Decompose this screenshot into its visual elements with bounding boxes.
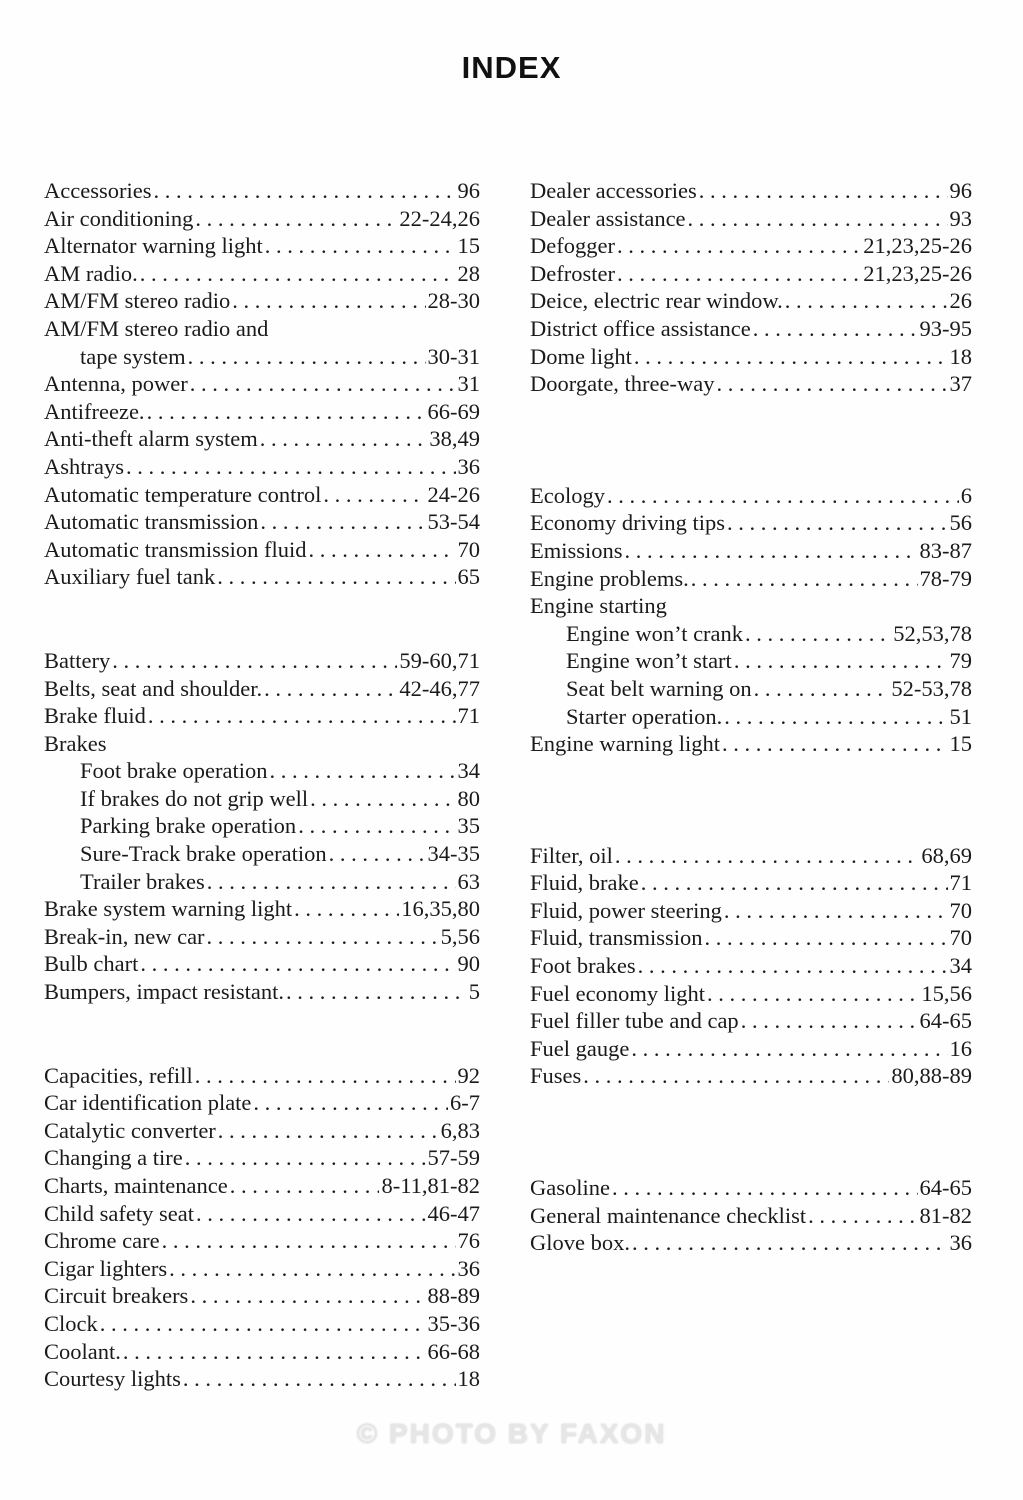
index-entry: [44, 895, 480, 923]
index-section: [44, 177, 480, 591]
entry-label: Clock: [44, 1310, 98, 1336]
entry-page-ref: 76: [457, 1228, 480, 1254]
index-column-left: [44, 177, 480, 1393]
dot-leader: [707, 980, 919, 1008]
entry-label: Starter operation.: [566, 703, 723, 729]
entry-label: Brake fluid: [44, 703, 146, 729]
index-entry: [530, 869, 972, 897]
entry-label: Dealer assistance: [530, 205, 686, 231]
dot-leader: [583, 1062, 889, 1090]
dot-leader: [207, 923, 439, 951]
entry-label: Courtesy lights: [44, 1366, 181, 1392]
dot-leader: [641, 869, 948, 897]
entry-label: Gasoline: [530, 1175, 610, 1201]
dot-leader: [745, 620, 891, 648]
entry-label: Emissions: [530, 537, 623, 563]
entry-page-ref: 96: [949, 178, 972, 203]
dot-leader: [195, 205, 397, 233]
entry-label: Automatic transmission: [44, 509, 259, 535]
index-entry: [44, 425, 480, 453]
index-entry: [44, 812, 480, 840]
index-entry: [44, 868, 480, 896]
entry-page-ref: 57-59: [427, 1145, 480, 1171]
entry-label: Brakes: [44, 730, 107, 756]
index-entry: [44, 785, 480, 813]
entry-page-ref: 36: [457, 453, 480, 479]
entry-label: Alternator warning light: [44, 233, 263, 259]
index-entry: [44, 1089, 480, 1117]
dot-leader: [188, 343, 426, 371]
entry-label: Automatic transmission fluid: [44, 536, 307, 562]
entry-page-ref: 70: [949, 897, 972, 923]
index-entry: [44, 757, 480, 785]
entry-page-ref: 80,88-89: [891, 1063, 972, 1089]
index-entry: [44, 177, 480, 205]
dot-leader: [724, 703, 947, 731]
index-section: [530, 842, 972, 1090]
index-entry: [44, 1282, 480, 1310]
dot-leader: [308, 536, 455, 564]
index-entry: [44, 675, 480, 703]
entry-page-ref: 93-95: [919, 315, 972, 341]
index-entry: [530, 343, 972, 371]
index-entry: [44, 1172, 480, 1200]
entry-label: Ecology: [530, 482, 605, 508]
index-entry: [530, 1062, 972, 1090]
entry-label: Circuit breakers: [44, 1283, 189, 1309]
dot-leader: [100, 1310, 426, 1338]
entry-page-ref: 52-53,78: [891, 675, 972, 701]
entry-label: Anti-theft alarm system: [44, 426, 258, 452]
index-entry: [44, 1144, 480, 1172]
index-entry: [530, 1035, 972, 1063]
entry-page-ref: 70: [457, 536, 480, 562]
entry-page-ref: 16: [949, 1035, 972, 1061]
entry-label: Parking brake operation: [80, 813, 297, 839]
index-entry: [44, 232, 480, 260]
index-entry: [530, 537, 972, 565]
index-entry: [44, 453, 480, 481]
entry-label: Glove box.: [530, 1230, 630, 1256]
entry-page-ref: 90: [457, 951, 480, 977]
entry-page-ref: 66-68: [427, 1338, 480, 1364]
entry-label: Economy driving tips: [530, 510, 725, 536]
entry-page-ref: 18: [457, 1366, 480, 1392]
index-section: [530, 177, 972, 398]
index-entry: [530, 1202, 972, 1230]
entry-label: Fluid, brake: [530, 870, 639, 896]
dot-leader: [612, 1174, 918, 1202]
entry-label: Bulb chart: [44, 951, 139, 977]
entry-page-ref: 42-46,77: [399, 675, 480, 701]
dot-leader: [162, 1227, 456, 1255]
entry-label: Fluid, power steering: [530, 897, 722, 923]
index-entry: [44, 1227, 480, 1255]
entry-label: Defroster: [530, 260, 615, 286]
index-entry: [44, 343, 480, 371]
index-entry: [44, 923, 480, 951]
entry-page-ref: 16,35,80: [401, 896, 480, 922]
index-entry: [44, 205, 480, 233]
dot-leader: [207, 868, 456, 896]
entry-label: Dome light: [530, 343, 632, 369]
dot-leader: [190, 1282, 425, 1310]
entry-label: Engine warning light: [530, 731, 720, 757]
index-entry: [530, 509, 972, 537]
index-entry: [44, 398, 480, 426]
dot-leader: [232, 287, 425, 315]
entry-page-ref: 68,69: [921, 842, 972, 868]
entry-label: Child safety seat: [44, 1200, 194, 1226]
entry-label: Ashtrays: [44, 453, 124, 479]
entry-label: Engine starting: [530, 593, 667, 619]
entry-label: General maintenance checklist: [530, 1202, 807, 1228]
dot-leader: [253, 1089, 448, 1117]
entry-page-ref: 66-69: [427, 398, 480, 424]
section-gap: [530, 1090, 972, 1174]
index-entry: [44, 508, 480, 536]
entry-label: Deice, electric rear window.: [530, 288, 783, 314]
dot-leader: [126, 453, 456, 481]
dot-leader: [625, 537, 918, 565]
dot-leader: [269, 757, 455, 785]
dot-leader: [195, 1062, 456, 1090]
index-entry: [530, 703, 972, 731]
dot-leader: [183, 1365, 456, 1393]
index-entry: [530, 1174, 972, 1202]
entry-label: Antenna, power: [44, 371, 188, 397]
entry-label: Car identification plate: [44, 1090, 252, 1116]
entry-page-ref: 5,56: [440, 923, 480, 949]
entry-page-ref: 15,56: [921, 980, 972, 1006]
dot-leader: [196, 1200, 426, 1228]
entry-label: Filter, oil: [530, 842, 613, 868]
entry-page-ref: 65: [457, 564, 480, 590]
entry-page-ref: 53-54: [427, 509, 480, 535]
dot-leader: [617, 260, 861, 288]
dot-leader: [722, 730, 948, 758]
index-entry: [44, 1338, 480, 1366]
dot-leader: [286, 978, 467, 1006]
entry-label: Sure-Track brake operation: [80, 841, 327, 867]
entry-page-ref: 28: [457, 260, 480, 286]
index-entry: [44, 840, 480, 868]
page-title: INDEX: [461, 50, 562, 85]
dot-leader: [638, 952, 948, 980]
dot-leader: [112, 647, 397, 675]
index-section: [530, 1174, 972, 1257]
dot-leader: [724, 897, 948, 925]
entry-page-ref: 64-65: [919, 1175, 972, 1201]
index-entry: [44, 370, 480, 398]
entry-label: Accessories: [44, 178, 152, 203]
entry-page-ref: 34-35: [427, 841, 480, 867]
section-gap: [530, 398, 972, 482]
entry-page-ref: 36: [457, 1255, 480, 1281]
index-entry: [530, 1007, 972, 1035]
entry-label: If brakes do not grip well: [80, 785, 309, 811]
dot-leader: [634, 343, 948, 371]
entry-page-ref: 37: [949, 371, 972, 397]
index-entry: [44, 1117, 480, 1145]
entry-label: Fluid, transmission: [530, 925, 703, 951]
entry-page-ref: 6: [960, 482, 972, 508]
entry-page-ref: 34: [949, 953, 972, 979]
entry-label: Seat belt warning on: [566, 675, 752, 701]
entry-page-ref: 71: [457, 703, 480, 729]
entry-page-ref: 46-47: [427, 1200, 480, 1226]
dot-leader: [632, 1229, 948, 1257]
dot-leader: [754, 675, 890, 703]
entry-label: Engine won’t start: [566, 648, 732, 674]
dot-leader: [140, 260, 456, 288]
section-gap: [44, 591, 480, 647]
dot-leader: [615, 842, 920, 870]
entry-label: Doorgate, three-way: [530, 371, 715, 397]
dot-leader: [727, 509, 948, 537]
entry-label: District office assistance: [530, 315, 751, 341]
index-entry: [530, 647, 972, 675]
dot-leader: [123, 1338, 426, 1366]
entry-label: Belts, seat and shoulder.: [44, 675, 263, 701]
dot-leader: [631, 1035, 947, 1063]
index-entry: [44, 563, 480, 591]
index-entry: [44, 1200, 480, 1228]
entry-page-ref: 51: [949, 703, 972, 729]
dot-leader: [260, 425, 428, 453]
dot-leader: [218, 1117, 439, 1145]
entry-page-ref: 31: [457, 371, 480, 397]
entry-label: Break-in, new car: [44, 923, 205, 949]
index-entry: [530, 287, 972, 315]
entry-page-ref: 6-7: [450, 1090, 480, 1116]
dot-leader: [230, 1172, 380, 1200]
entry-page-ref: 30-31: [427, 343, 480, 369]
index-entry: [530, 842, 972, 870]
entry-page-ref: 38,49: [429, 426, 480, 452]
index-entry: [530, 897, 972, 925]
entry-page-ref: 63: [457, 868, 480, 894]
entry-label: Antifreeze.: [44, 398, 145, 424]
dot-leader: [699, 177, 948, 205]
dot-leader: [148, 702, 456, 730]
entry-label: tape system: [80, 343, 186, 369]
index-entry: [44, 1062, 480, 1090]
entry-label: Foot brakes: [530, 953, 636, 979]
entry-label: Battery: [44, 647, 111, 673]
dot-leader: [153, 177, 455, 205]
entry-page-ref: 35: [457, 813, 480, 839]
entry-label: Charts, maintenance: [44, 1173, 228, 1198]
index-entry: [44, 950, 480, 978]
entry-page-ref: 92: [457, 1062, 480, 1088]
entry-label: Defogger: [530, 233, 615, 259]
dot-leader: [323, 481, 425, 509]
entry-label: Air conditioning: [44, 205, 194, 231]
dot-leader: [329, 840, 426, 868]
entry-page-ref: 88-89: [427, 1283, 480, 1309]
index-entry: [530, 565, 972, 593]
dot-leader: [298, 812, 455, 840]
dot-leader: [264, 675, 397, 703]
entry-page-ref: 28-30: [427, 288, 480, 314]
index-entry: [530, 980, 972, 1008]
entry-page-ref: 21,23,25-26: [863, 233, 972, 259]
dot-leader: [260, 508, 425, 536]
section-gap: [44, 1006, 480, 1062]
entry-label: Catalytic converter: [44, 1117, 216, 1143]
entry-page-ref: 64-65: [919, 1008, 972, 1034]
entry-label: Fuel gauge: [530, 1035, 630, 1061]
index-heading: [530, 592, 972, 620]
index-section: [44, 1062, 480, 1393]
entry-page-ref: 6,83: [440, 1117, 480, 1143]
entry-label: Trailer brakes: [80, 868, 205, 894]
entry-page-ref: 52,53,78: [893, 620, 972, 646]
dot-leader: [808, 1202, 917, 1230]
index-entry: [530, 620, 972, 648]
entry-label: Fuel filler tube and cap: [530, 1008, 739, 1034]
index-entry: [44, 702, 480, 730]
index-entry: [530, 1229, 972, 1257]
index-entry: [530, 177, 972, 205]
dot-leader: [169, 1255, 455, 1283]
section-gap: [530, 758, 972, 842]
dot-leader: [217, 563, 455, 591]
entry-page-ref: 15: [949, 731, 972, 757]
dot-leader: [294, 895, 399, 923]
index-entry: [44, 1255, 480, 1283]
entry-label: Foot brake operation: [80, 758, 268, 784]
dot-leader: [691, 565, 918, 593]
index-entry: [44, 978, 480, 1006]
entry-label: Dealer accessories: [530, 178, 697, 203]
dot-leader: [785, 287, 948, 315]
entry-page-ref: 34: [457, 758, 480, 784]
entry-page-ref: 96: [457, 178, 480, 203]
dot-leader: [265, 232, 456, 260]
entry-page-ref: 18: [949, 343, 972, 369]
dot-leader: [190, 370, 456, 398]
entry-page-ref: 22-24,26: [399, 205, 480, 231]
index-entry: [530, 260, 972, 288]
entry-page-ref: 56: [949, 510, 972, 536]
entry-page-ref: 5: [468, 979, 480, 1005]
index-heading: [44, 730, 480, 758]
index-entry: [44, 481, 480, 509]
index-column-right: [530, 177, 972, 1257]
dot-leader: [140, 950, 455, 978]
entry-label: Changing a tire: [44, 1145, 183, 1171]
index-entry: [44, 536, 480, 564]
index-entry: [530, 370, 972, 398]
dot-leader: [753, 315, 918, 343]
entry-page-ref: 83-87: [919, 537, 972, 563]
entry-page-ref: 26: [949, 288, 972, 314]
entry-page-ref: 71: [949, 870, 972, 896]
entry-label: Engine won’t crank: [566, 620, 744, 646]
entry-page-ref: 24-26: [427, 481, 480, 507]
dot-leader: [147, 398, 426, 426]
entry-label: Fuel economy light: [530, 980, 705, 1006]
entry-label: Capacities, refill: [44, 1062, 193, 1088]
entry-label: Fuses: [530, 1063, 582, 1089]
entry-label: Coolant.: [44, 1338, 121, 1364]
entry-label: Cigar lighters: [44, 1255, 168, 1281]
entry-page-ref: 15: [457, 233, 480, 259]
dot-leader: [185, 1144, 426, 1172]
entry-page-ref: 81-82: [919, 1202, 972, 1228]
dot-leader: [310, 785, 455, 813]
dot-leader: [617, 232, 861, 260]
index-entry: [530, 952, 972, 980]
entry-label: AM radio.: [44, 260, 138, 286]
dot-leader: [741, 1007, 918, 1035]
watermark: © PHOTO BY FAXON: [356, 1418, 667, 1449]
entry-label: Auxiliary fuel tank: [44, 564, 216, 590]
entry-page-ref: 70: [949, 925, 972, 951]
dot-leader: [607, 482, 959, 510]
dot-leader: [717, 370, 948, 398]
entry-label: Automatic temperature control: [44, 481, 322, 507]
index-entry: [530, 315, 972, 343]
entry-page-ref: 59-60,71: [399, 647, 480, 673]
index-entry: [530, 675, 972, 703]
dot-leader: [734, 647, 948, 675]
index-entry: [44, 1365, 480, 1393]
index-entry: [530, 232, 972, 260]
entry-page-ref: 36: [949, 1230, 972, 1256]
index-heading: [44, 315, 480, 343]
entry-page-ref: 93: [949, 205, 972, 231]
entry-page-ref: 78-79: [919, 565, 972, 591]
entry-label: Chrome care: [44, 1228, 160, 1254]
index-entry: [530, 730, 972, 758]
index-section: [530, 482, 972, 758]
index-section: [44, 647, 480, 1006]
entry-page-ref: 80: [457, 785, 480, 811]
index-entry: [530, 482, 972, 510]
index-entry: [44, 1310, 480, 1338]
index-entry: [44, 287, 480, 315]
dot-leader: [688, 205, 948, 233]
index-entry: [44, 260, 480, 288]
entry-page-ref: 35-36: [427, 1310, 480, 1336]
index-entry: [44, 647, 480, 675]
index-entry: [530, 924, 972, 952]
entry-label: Brake system warning light: [44, 896, 293, 922]
dot-leader: [705, 924, 948, 952]
index-entry: [530, 205, 972, 233]
entry-page-ref: 21,23,25-26: [863, 260, 972, 286]
entry-label: AM/FM stereo radio: [44, 288, 231, 314]
entry-page-ref: 79: [949, 648, 972, 674]
entry-label: Bumpers, impact resistant.: [44, 979, 284, 1005]
entry-label: AM/FM stereo radio and: [44, 315, 269, 341]
entry-label: Engine problems.: [530, 565, 689, 591]
entry-page-ref: 8-11,81-82: [381, 1173, 480, 1198]
